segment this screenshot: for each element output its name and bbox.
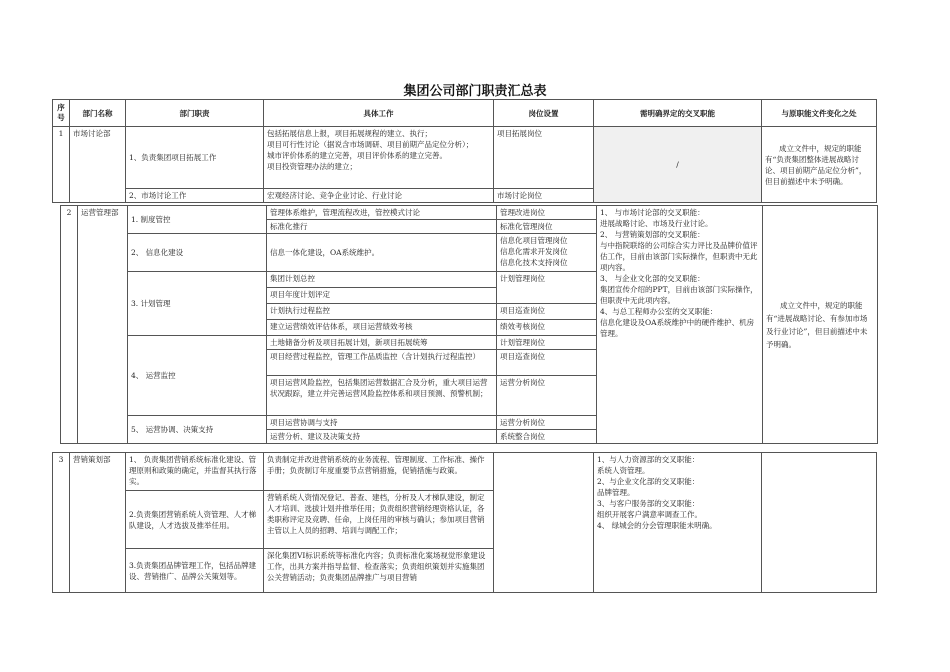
work-item: 土地储备分析及项目拓展计划，新项目拓展统筹 <box>267 336 497 350</box>
duty-table-section-3 <box>52 452 877 593</box>
post-item: 系统整合岗位 <box>497 430 597 444</box>
post-item: 标准化管理岗位 <box>497 220 597 234</box>
work-item: 包括拓展信息上报，项目拓展规程的建立、执行； 项目可行性讨论（据说含市场调研、项目前期产品定位分析）； 城市评价体系的建立完善，项目评价体系的建立完善。 项目投资管理办法的建立； <box>264 127 494 189</box>
duty-table-section-2 <box>60 205 878 444</box>
work-item: 宏观经济讨论、竞争企业讨论、行业讨论 <box>264 189 494 203</box>
duty-item: 1、 负责集团营销系统标准化建设、管理原则和政策的确定，并监督其执行落实。 <box>126 453 264 491</box>
duty-item: 1、负责集团项目拓展工作 <box>126 127 264 189</box>
page-title: 集团公司部门职责汇总表 <box>403 84 547 99</box>
work-item: 计划执行过程监控 <box>267 304 497 320</box>
header-change: 与原职能文件变化之处 <box>762 100 877 127</box>
work-item: 管理体系维护，管理流程改进，管控模式讨论 <box>267 206 497 220</box>
header-duty: 部门职责 <box>126 100 264 127</box>
post-item: 市场讨论岗位 <box>494 189 594 203</box>
work-item: 负责制定并改进营销系统的业务流程、管理制度、工作标准、操作手册；负责制订年度重要节点营销措施，促销措施与政策。 <box>264 453 494 491</box>
post-item: 计划管理岗位 <box>497 336 597 350</box>
duty-item: 2、 信息化建设 <box>128 234 267 272</box>
duty-item: 3. 计划管理 <box>128 272 267 336</box>
work-item: 标准化推行 <box>267 220 497 234</box>
post-item: 项目拓展岗位 <box>494 127 594 189</box>
dept-name: 营销策划部 <box>70 453 126 593</box>
row-no: 3 <box>53 453 70 593</box>
work-item: 项目经营过程监控，管理工作品质监控（含计划执行过程监控） <box>267 350 497 376</box>
header-post: 岗位设置 <box>494 100 594 127</box>
duty-item: 1. 制度管控 <box>128 206 267 234</box>
header-cross: 需明确界定的交叉职能 <box>594 100 762 127</box>
header-dept: 部门名称 <box>70 100 126 127</box>
cross-function: / <box>594 127 762 203</box>
change-note <box>762 453 877 593</box>
post-item: 信息化项目管理岗位 信息化需求开发岗位 信息化技术支持岗位 <box>497 234 597 272</box>
dept-name: 运营管理部 <box>78 206 128 444</box>
post-item <box>494 453 594 593</box>
work-item: 运营分析、建议及决策支持 <box>267 430 497 444</box>
post-item: 管理改进岗位 <box>497 206 597 220</box>
work-item: 项目年度计划评定 <box>267 288 497 304</box>
work-item: 深化集团VI标识系统等标准化内容；负责标准化案场视觉形象建设工作，出具方案并指导监督、检查落实；负责组织策划并实施集团公关营销活动；负责集团品牌推广与项目营销 <box>264 549 494 593</box>
work-item: 项目运营协调与支持 <box>267 416 497 430</box>
work-item: 营销系统人资情况登记、普查、建档，分析及人才梯队建设，制定人才培训、选拔计划并推举任用；负责组织营销经理资格认证，各类职称评定及竞聘、任命，上岗任用的审核与确认；参加项目营销主管以上人员的招聘、培训与调配工作； <box>264 491 494 549</box>
post-item: 项目巡查岗位 <box>497 304 597 320</box>
work-item: 信息一体化建设，OA系统维护。 <box>267 234 497 272</box>
duty-item: 4、 运营监控 <box>128 336 267 416</box>
post-item: 运营分析岗位 <box>497 376 597 416</box>
row-no: 2 <box>61 206 78 444</box>
post-item: 运营分析岗位 <box>497 416 597 430</box>
change-note: 成立文件中，规定的职能有“进展战略讨论、有参加市场及行业讨论”，但目前描述中未予明确。 <box>763 206 878 444</box>
header-work: 具体工作 <box>264 100 494 127</box>
cross-function: 1、 与市场讨论部的交叉职能： 进展战略讨论、市场及行业讨论。 2、 与营销策划部的交叉职能： 与中指院联络的公司综合实力评比及品牌价值评估工作，目前由该部门实际操作，但职责中无此项内容。 3、 与企业文化部的交叉职能： 集团宣传介绍的PPT，目前由该部门实际操作，但职责中无此项内容。 4、与总工程师办公室的交叉职能： 信息化建设及OA系统维护中的硬件维护、机房管理。 <box>597 206 763 444</box>
header-no: 序号 <box>53 100 70 127</box>
dept-name: 市场讨论部 <box>70 127 126 203</box>
work-item: 建立运营绩效评估体系，项目运营绩效考核 <box>267 320 497 336</box>
cross-function: 1、与人力资源部的交叉职能： 系统人资管理。 2、与企业文化部的交叉职能： 品牌管理。 3、与客户服务部的交叉职能： 组织开展客户满意率调查工作。 4、 绿城会的分会管理职能未明确。 <box>594 453 762 593</box>
duty-table-section-1 <box>52 99 877 203</box>
change-note: 成立文件中，规定的职能有“负责集团整体进展战略讨论、项目前期产品定位分析”，但目前描述中未予明确。 <box>762 127 877 203</box>
duty-item: 2、市场讨论工作 <box>126 189 264 203</box>
post-item: 绩效考核岗位 <box>497 320 597 336</box>
row-no: 1 <box>53 127 70 203</box>
duty-item: 2.负责集团营销系统人资管理、人才梯队建设，人才选拔及推举任用。 <box>126 491 264 549</box>
post-item: 计划管理岗位 <box>497 272 597 304</box>
work-item: 项目运营风险监控，包括集团运营数据汇合及分析，重大项目运营状况跟踪，建立并完善运营风险监控体系和项目预测、预警机制； <box>267 376 497 416</box>
duty-item: 5、 运营协调、决策支持 <box>128 416 267 444</box>
post-item: 项目巡查岗位 <box>497 350 597 376</box>
duty-item: 3.负责集团品牌管理工作，包括品牌建设、营销推广、品牌公关策划等。 <box>126 549 264 593</box>
work-item: 集团计划总控 <box>267 272 497 288</box>
